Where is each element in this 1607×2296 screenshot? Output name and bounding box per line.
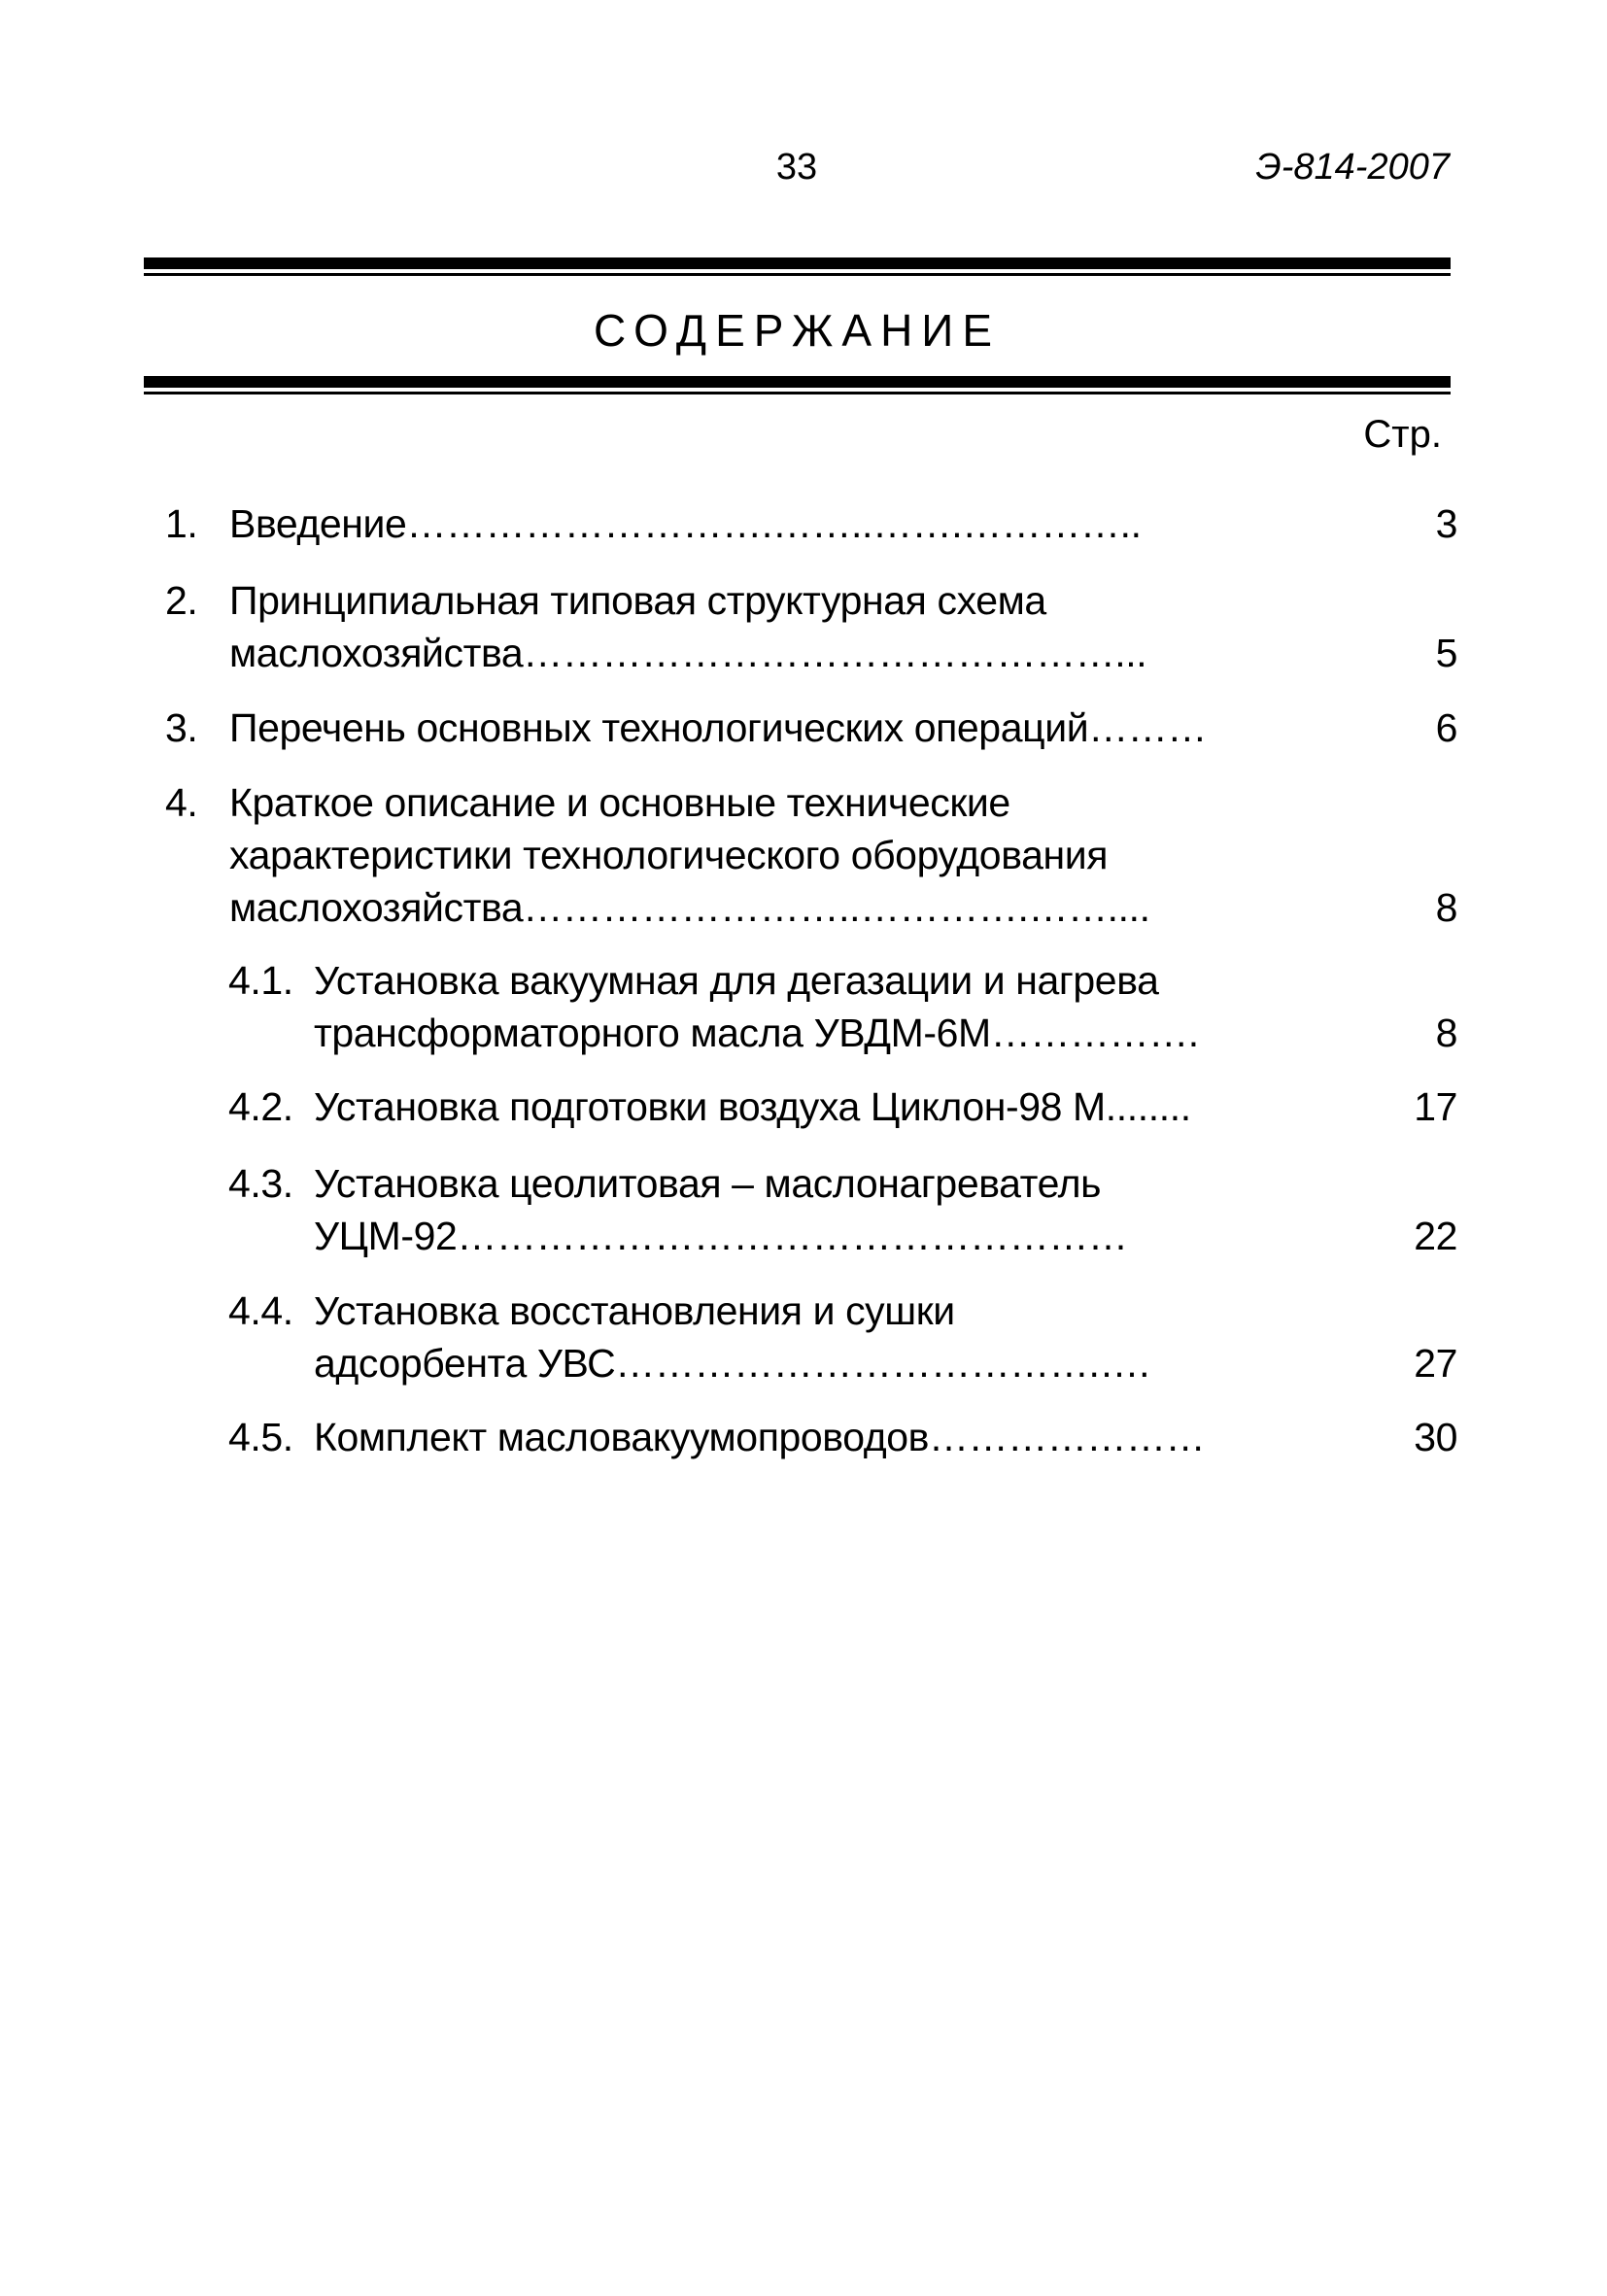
toc-entry-page: 22	[1414, 1214, 1457, 1258]
toc-entry-title: Установка восстановления и сушки адсорбента УВС……………………………….….	[314, 1288, 1150, 1386]
toc-entry-page: 8	[1435, 1011, 1457, 1055]
toc-entry-number: 1.	[165, 501, 198, 546]
toc-entry-number: 2.	[165, 578, 198, 623]
toc-entry-title: Установка подготовки воздуха Циклон-98 М........	[314, 1084, 1191, 1129]
document-code: Э-814-2007	[1255, 147, 1450, 188]
toc-entry-title: Установка цеолитовая – маслонагреватель УЦМ-92……………………………………………	[314, 1161, 1128, 1258]
toc-entry-title: Краткое описание и основные технические характеристики технологического оборудования маслохозяйства……………………..………….……....	[229, 780, 1150, 930]
toc-entry-title: Комплект масловакуумопроводов…………………	[314, 1415, 1206, 1459]
contents-heading: СОДЕРЖАНИЕ	[593, 305, 1002, 356]
toc-entry-page: 17	[1414, 1084, 1457, 1129]
toc-entry-number: 4.3.	[228, 1161, 293, 1206]
top-thin-rule	[144, 273, 1451, 276]
toc-entry-page: 3	[1435, 501, 1457, 546]
page-column-label: Стр.	[1363, 413, 1442, 456]
toc-entry-number: 4.5.	[228, 1415, 293, 1459]
toc-entry-page: 5	[1435, 631, 1457, 675]
page-number: 33	[775, 147, 818, 188]
toc-entry-number: 3.	[165, 705, 198, 750]
toc-entry-number: 4.1.	[228, 958, 293, 1003]
bottom-thin-rule	[144, 392, 1451, 394]
toc-entry-title: Перечень основных технологических операций………	[229, 705, 1207, 750]
toc-entry-number: 4.2.	[228, 1084, 293, 1129]
toc-entry-number: 4.4.	[228, 1288, 293, 1333]
toc-entry-title: Введение……………………….……..…….…………..	[229, 501, 1142, 546]
toc-entry-page: 8	[1435, 885, 1457, 930]
top-thick-rule	[144, 257, 1451, 269]
toc-entry-title: Установка вакуумная для дегазации и нагрева трансформаторного масла УВДМ-6М…………….	[314, 958, 1199, 1055]
toc-entry-page: 30	[1414, 1415, 1457, 1459]
toc-entry-number: 4.	[165, 780, 198, 825]
toc-entry-title: Принципиальная типовая структурная схема маслохозяйства………………………………………...	[229, 578, 1147, 675]
toc-entry-page: 6	[1435, 705, 1457, 750]
toc-entry-page: 27	[1414, 1341, 1457, 1386]
bottom-thick-rule	[144, 376, 1451, 388]
